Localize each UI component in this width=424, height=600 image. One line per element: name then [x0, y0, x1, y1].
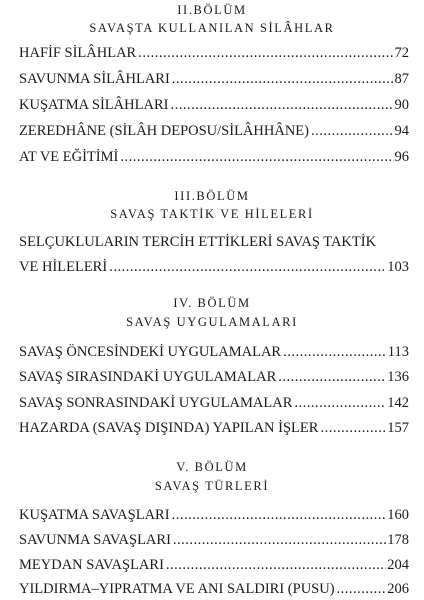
toc-entry-page: 90	[394, 97, 409, 113]
toc-entry-title: AT VE EĞİTİMİ	[19, 149, 119, 165]
toc-entry-page: 136	[387, 369, 409, 385]
toc-entry-title: HAFİF SİLÂHLAR	[19, 45, 137, 61]
section-3-title: SAVAŞ TAKTİK VE HİLELERİ	[110, 207, 314, 221]
toc-entry[interactable]	[19, 394, 409, 412]
dot-leader	[109, 258, 386, 276]
toc-entry[interactable]	[19, 531, 409, 549]
dot-leader	[172, 506, 387, 524]
toc-entry-title: MEYDAN SAVAŞLARI	[19, 557, 164, 573]
toc-entry-title: SAVAŞ SIRASINDAKİ UYGULAMALAR	[19, 369, 277, 385]
toc-entry[interactable]	[19, 148, 409, 166]
toc-entry-page: 206	[387, 581, 409, 597]
dot-leader	[138, 44, 393, 62]
toc-entry-page: 142	[387, 395, 409, 411]
section-3-label: III.BÖLÜM	[174, 189, 250, 203]
toc-entry[interactable]	[19, 506, 409, 524]
toc-entry-page: 178	[387, 532, 409, 548]
section-5-label: V. BÖLÜM	[176, 460, 248, 474]
toc-entry[interactable]	[19, 96, 409, 114]
toc-entry-title: SAVUNMA SAVAŞLARI	[19, 532, 171, 548]
dot-leader	[120, 148, 393, 166]
toc-entry-page: 72	[394, 45, 409, 61]
toc-entry-page: 87	[394, 71, 409, 87]
toc-entry-title: HAZARDA (SAVAŞ DIŞINDA) YAPILAN İŞLER	[19, 420, 319, 436]
toc-entry-page: 103	[387, 259, 409, 275]
toc-entry-title: ZEREDHÂNE (SİLÂH DEPOSU/SİLÂHHÂNE)	[19, 123, 309, 139]
toc-entry-title: SAVAŞ SONRASINDAKİ UYGULAMALAR	[19, 395, 293, 411]
dot-leader	[278, 368, 386, 386]
section-4-title: SAVAŞ UYGULAMALARI	[126, 315, 298, 329]
section-2-label: II.BÖLÜM	[177, 3, 247, 17]
toc-entry-title: SAVAŞ ÖNCESİNDEKİ UYGULAMALAR	[19, 344, 282, 360]
dot-leader	[166, 556, 386, 574]
toc-entry-line1[interactable]: SELÇUKLULARIN TERCİH ETTİKLERİ SAVAŞ TAKTİK	[19, 234, 377, 250]
toc-entry-page: 157	[387, 420, 409, 436]
toc-entry[interactable]	[19, 343, 409, 361]
toc-entry[interactable]	[19, 368, 409, 386]
section-4-label: IV. BÖLÜM	[173, 296, 251, 310]
toc-entry-title: KUŞATMA SAVAŞLARI	[19, 507, 170, 523]
section-2-title: SAVAŞTA KULLANILAN SİLÂHLAR	[89, 21, 335, 35]
toc-entry[interactable]	[19, 556, 409, 574]
toc-entry-title: YILDIRMA–YIPRATMA VE ANI SALDIRI (PUSU)	[19, 581, 335, 597]
toc-entry-title: SAVUNMA SİLÂHLARI	[19, 71, 170, 87]
toc-entry[interactable]	[19, 44, 409, 62]
toc-entry[interactable]	[19, 70, 409, 88]
toc-entry[interactable]	[19, 419, 409, 437]
toc-entry-page: 204	[387, 557, 409, 573]
dot-leader	[311, 122, 394, 140]
toc-entry[interactable]	[19, 580, 409, 598]
dot-leader	[172, 70, 394, 88]
dot-leader	[283, 343, 387, 361]
dot-leader	[337, 580, 387, 598]
toc-entry[interactable]	[19, 122, 409, 140]
dot-leader	[173, 531, 386, 549]
toc-entry-page: 96	[394, 149, 409, 165]
toc-entry-page: 160	[387, 507, 409, 523]
toc-entry-page: 94	[394, 123, 409, 139]
dot-leader	[320, 419, 386, 437]
toc-entry-title: VE HİLELERİ	[19, 259, 108, 275]
section-5-title: SAVAŞ TÜRLERİ	[154, 479, 270, 493]
toc-entry[interactable]	[19, 258, 409, 276]
toc-entry-page: 113	[387, 344, 409, 360]
dot-leader	[294, 394, 386, 412]
toc-entry-title: KUŞATMA SİLÂHLARI	[19, 97, 169, 113]
dot-leader	[170, 96, 393, 114]
